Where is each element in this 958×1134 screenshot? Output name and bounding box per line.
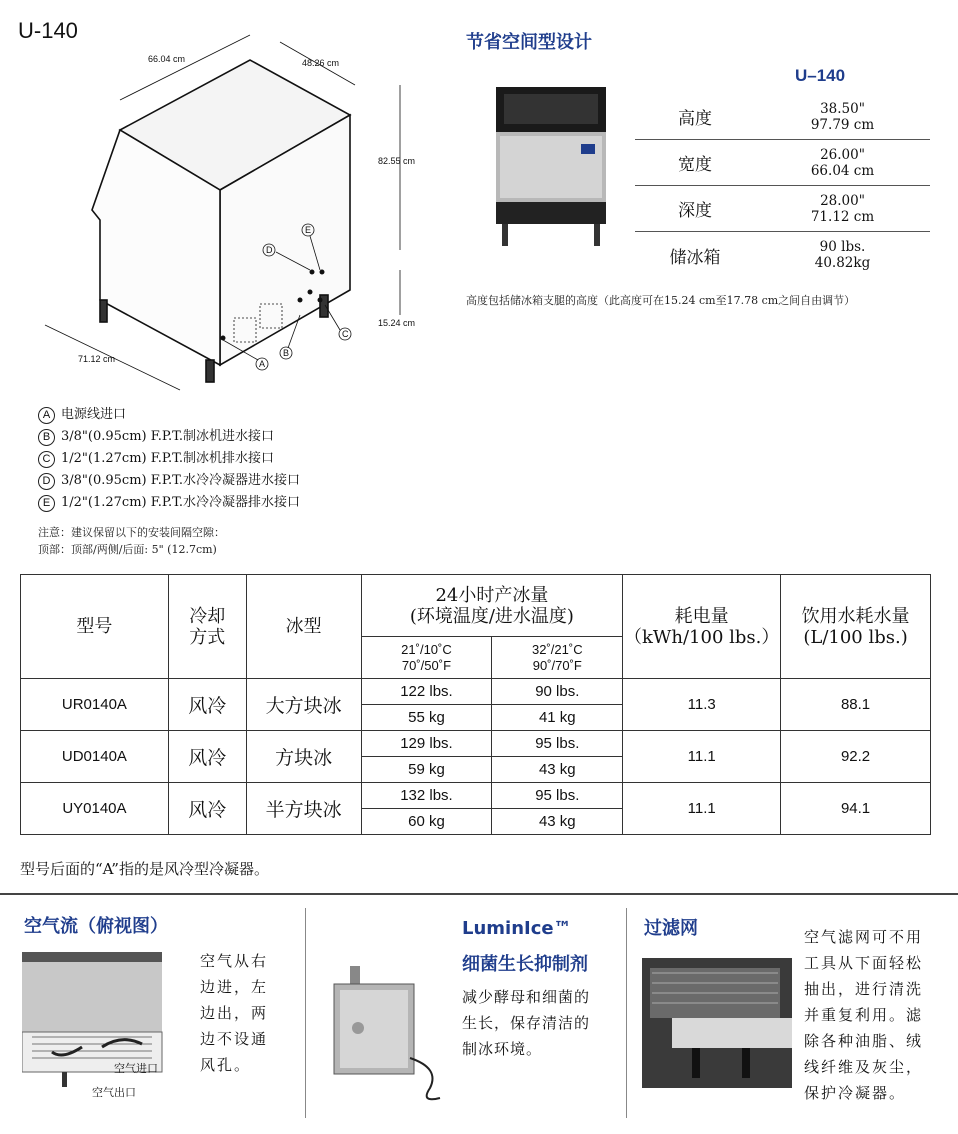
cell-cooling: 风冷 [168,679,246,731]
cell-prod-a: 132 lbs. [361,783,492,809]
spec-row [635,186,930,232]
filter-line: 线纤维及灰尘， [804,1058,924,1076]
cell-prod-b-kg: 43 kg [492,757,623,783]
header-production-2: (环境温度/进水温度) [409,605,574,627]
spec-key: 宽度 [678,155,712,175]
header-temp-2b: 90˚/70˚F [532,657,582,673]
header-power [623,575,781,679]
spec-title: 节省空间型设计 [466,32,592,53]
cell-power: 11.1 [623,731,781,783]
cell-prod-a-kg: 55 kg [361,705,492,731]
dimension-diagram [20,30,440,400]
legend-text: 1/2"(1.27cm) F.P.T.制冰机排水接口 [61,451,274,466]
legend-text: 1/2"(1.27cm) F.P.T.水冷冷凝器排水接口 [61,495,300,510]
legend-text: 3/8"(0.95cm) F.P.T.水冷冷凝器进水接口 [61,473,300,488]
cell-water: 92.2 [781,731,931,783]
note-line: 注意：建议保留以下的安装间隔空隙： [38,526,225,539]
dim-side-label: 71.12 cm [78,354,116,364]
cell-prod-b: 95 lbs. [492,731,623,757]
filter-line: 工具从下面轻松 [804,954,924,972]
cell-prod-b: 95 lbs. [492,783,623,809]
legend-item [38,492,438,514]
table-row [21,783,931,809]
cell-cooling: 风冷 [168,783,246,835]
spec-model: U–140 [795,66,846,85]
legend-item [38,470,438,492]
connection-legend [38,404,438,514]
luminice-image [320,958,460,1108]
filter-line: 保护冷凝器。 [804,1084,907,1102]
install-note [38,524,225,558]
legend-mark: B [38,429,55,446]
header-temp-1a: 21˚/10˚C [401,641,452,657]
spec-value-imperial: 38.50" [820,100,865,117]
column-divider [626,908,627,1118]
airflow-line: 空气从右 [200,952,269,970]
spec-value-metric: 40.82kg [814,255,871,271]
header-cooling-2: 方式 [189,626,226,648]
airflow-line: 边不设通 [200,1030,269,1048]
spec-note: 高度包括储冰箱支腿的高度（此高度可在15.24 cm至17.78 cm之间自由调节） [466,294,856,307]
header-temp-1 [361,637,492,679]
callout-a: A [259,359,266,369]
spec-row [635,94,930,140]
filter-image [642,958,792,1088]
note-line: 顶部：顶部/两侧/后面: 5" (12.7cm) [38,543,217,556]
cell-prod-b: 90 lbs. [492,679,623,705]
spec-value-metric: 71.12 cm [810,208,875,225]
table-row [21,679,931,705]
callout-b: B [283,348,290,358]
header-production [361,575,623,637]
spec-key: 深度 [678,201,712,221]
spec-key: 储冰箱 [669,247,721,268]
cell-prod-a-kg: 60 kg [361,809,492,835]
cell-prod-a: 129 lbs. [361,731,492,757]
airflow-line: 边进，左 [200,978,269,996]
legend-text: 3/8"(0.95cm) F.P.T.制冰机进水接口 [61,429,274,444]
legend-mark: C [38,451,55,468]
header-temp-2a: 32˚/21˚C [532,641,583,657]
dim-height-label: 82.55 cm [378,156,416,166]
dim-depth-label: 48.26 cm [302,58,340,68]
column-divider [305,908,306,1118]
header-power-1: 耗电量 [674,605,729,627]
legend-mark: A [38,407,55,424]
callout-d: D [266,245,273,255]
model-tag: U-140 [18,18,78,43]
spec-key: 高度 [678,109,712,129]
header-water-1: 饮用水耗水量 [801,605,910,627]
filter-text [804,924,944,1106]
cell-ice: 方块冰 [246,731,361,783]
airflow-line: 风孔。 [200,1056,252,1074]
airflow-title: 空气流（俯视图） [24,916,168,937]
filter-line: 抽出，进行清洗 [804,980,924,998]
header-cooling-1: 冷却 [189,605,226,627]
cell-power: 11.1 [623,783,781,835]
luminice-subtitle: 细菌生长抑制剂 [462,954,588,975]
header-water-2: (L/100 lbs.) [803,626,908,648]
divider [0,893,958,895]
spec-value-metric: 66.04 cm [810,162,875,179]
spec-value-imperial: 26.00" [820,146,865,163]
spec-row [635,140,930,186]
cell-water: 88.1 [781,679,931,731]
luminice-line: 生长，保存清洁的 [462,1014,591,1032]
cell-water: 94.1 [781,783,931,835]
callout-e: E [305,225,312,235]
production-table [20,574,931,835]
luminice-title: LuminIce™ [462,918,572,939]
header-temp-1b: 70˚/50˚F [401,657,452,673]
spec-table [635,94,930,278]
dim-width-label: 66.04 cm [148,54,186,64]
cell-model: UY0140A [21,783,169,835]
luminice-line: 减少酵母和细菌的 [462,988,591,1006]
filter-line: 并重复利用。滤 [804,1006,924,1024]
spec-value-imperial: 90 lbs. [819,239,866,255]
callout-c: C [342,329,349,339]
legend-item [38,426,438,448]
header-model: 型号 [21,575,169,679]
legend-item [38,404,438,426]
cell-prod-a-kg: 59 kg [361,757,492,783]
airflow-text [200,948,290,1078]
cell-model: UD0140A [21,731,169,783]
spec-value-imperial: 28.00" [820,192,865,209]
legend-mark: E [38,495,55,512]
legend-mark: D [38,473,55,490]
luminice-line: 制冰环境。 [462,1040,543,1058]
filter-line: 除各种油脂、绒 [804,1032,924,1050]
outlet-label: 空气出口 [92,1086,136,1099]
cell-model: UR0140A [21,679,169,731]
cell-cooling: 风冷 [168,731,246,783]
cell-ice: 半方块冰 [246,783,361,835]
luminice-text [462,984,612,1062]
spec-value-metric: 97.79 cm [810,116,875,133]
cell-prod-a: 122 lbs. [361,679,492,705]
header-water [781,575,931,679]
airflow-line: 边出，两 [200,1004,269,1022]
spec-row [635,232,930,278]
header-cooling [168,575,246,679]
header-temp-2 [492,637,623,679]
filter-title: 过滤网 [644,918,698,939]
legend-item [38,448,438,470]
cell-ice: 大方块冰 [246,679,361,731]
footnote: 型号后面的“A”指的是风冷型冷凝器。 [20,860,269,878]
header-production-1: 24小时产冰量 [435,584,549,606]
cell-prod-b-kg: 43 kg [492,809,623,835]
table-row [21,731,931,757]
header-power-2: （kWh/100 lbs.） [623,626,780,648]
dim-leg-label: 15.24 cm [378,318,416,328]
ice-machine-image [486,82,616,252]
legend-text: 电源线进口 [61,407,127,422]
cell-power: 11.3 [623,679,781,731]
inlet-label: 空气进口 [114,1062,158,1075]
header-ice-type: 冰型 [246,575,361,679]
filter-line: 空气滤网可不用 [804,928,924,946]
cell-prod-b-kg: 41 kg [492,705,623,731]
airflow-image [22,952,192,1092]
